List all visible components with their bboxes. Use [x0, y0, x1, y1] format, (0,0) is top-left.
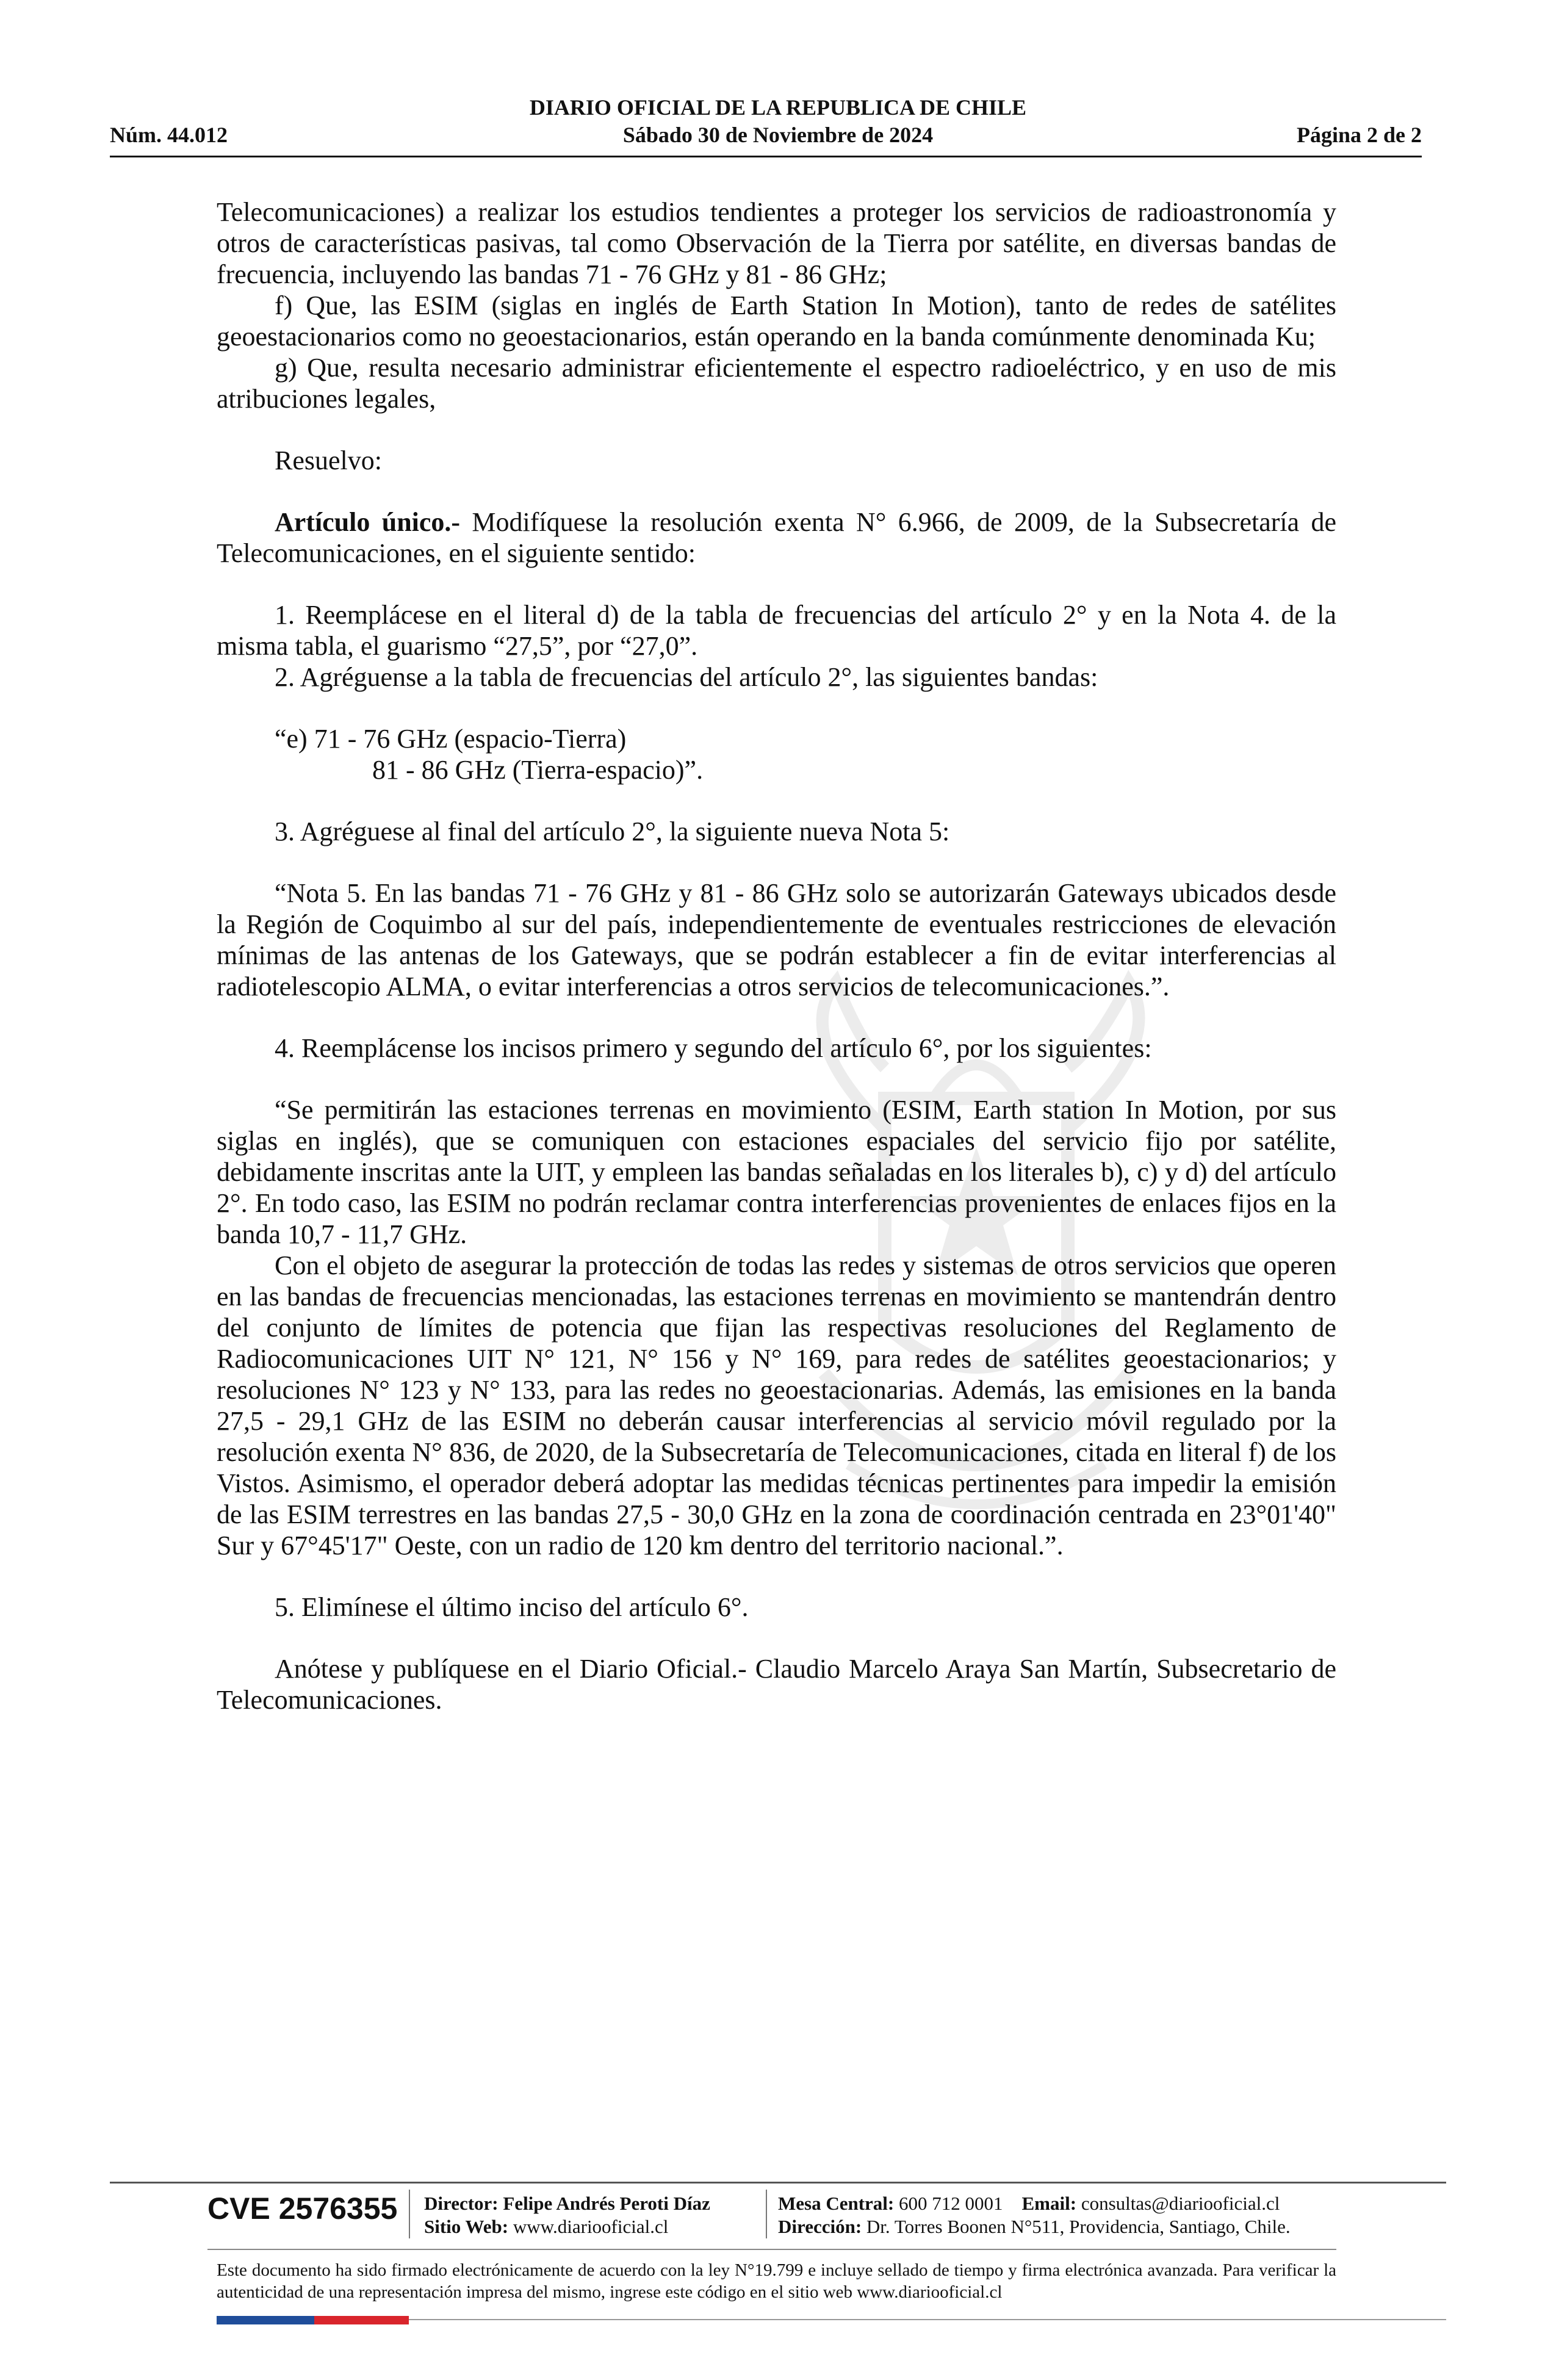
footer-separator: [766, 2190, 767, 2238]
nota-5: “Nota 5. En las bandas 71 - 76 GHz y 81 - 86 GHz solo se autorizarán Gateways ubicados desde la Región de Coquimbo al sur del país, independientemente de eventuales restricciones de elevación mínimas de las antenas de los Gateways, que se podrán establecer a fin de evitar interferencias al radiotelescopio ALMA, o evitar interferencias a otros servicios de telecomunicaciones.”.: [217, 878, 1336, 1001]
site-link[interactable]: www.diariooficial.cl: [513, 2216, 669, 2237]
footer-separator: [409, 2190, 410, 2238]
item-2: 2. Agréguense a la tabla de frecuencias del artículo 2°, las siguientes bandas:: [275, 662, 1098, 692]
address-text: Dr. Torres Boonen N°511, Providencia, Santiago, Chile.: [866, 2216, 1291, 2237]
closing-signature: Anótese y publíquese en el Diario Oficial.- Claudio Marcelo Araya San Martín, Subsecretario de Telecomunicaciones.: [217, 1654, 1336, 1715]
email-label: Email:: [1021, 2193, 1077, 2214]
issue-number: Núm. 44.012: [110, 123, 228, 147]
flag-bar-red: [314, 2316, 409, 2324]
footer-divider-top: [110, 2182, 1446, 2183]
issue-date: Sábado 30 de Noviembre de 2024: [622, 123, 934, 147]
footer-director-block: [424, 2192, 710, 2238]
director-name: Felipe Andrés Peroti Díaz: [503, 2193, 710, 2214]
band-line-2: 81 - 86 GHz (Tierra-espacio)”.: [372, 755, 704, 785]
header-divider: [110, 156, 1422, 157]
band-line-1: “e) 71 - 76 GHz (espacio-Tierra): [275, 724, 627, 754]
item-5: 5. Elimínese el último inciso del artículo 6°.: [275, 1592, 749, 1622]
address-label: Dirección:: [778, 2216, 862, 2237]
footer-divider-mid: [207, 2249, 1336, 2250]
article-paragraph: [217, 507, 1336, 569]
director-label: Director:: [424, 2193, 499, 2214]
resolve-heading: Resuelvo:: [275, 445, 382, 475]
footer-divider-bottom: [409, 2319, 1446, 2320]
journal-title: DIARIO OFICIAL DE LA REPUBLICA DE CHILE: [529, 95, 1027, 120]
item-3: 3. Agréguese al final del artículo 2°, la siguiente nueva Nota 5:: [275, 817, 950, 846]
paragraph-f: f) Que, las ESIM (siglas en inglés de Earth Station In Motion), tanto de redes de satélites geoestacionarios como no geoestacionarios, están operando en la banda comúnmente denominada Ku;: [217, 290, 1336, 352]
paragraph-g: g) Que, resulta necesario administrar eficientemente el espectro radioeléctrico, y en uso de mis atribuciones legales,: [217, 353, 1336, 414]
site-label: Sitio Web:: [424, 2216, 509, 2237]
item-4: 4. Reemplácense los incisos primero y segundo del artículo 6°, por los siguientes:: [275, 1033, 1152, 1063]
quote-paragraph-1: “Se permitirán las estaciones terrenas en movimiento (ESIM, Earth station In Motion, por sus siglas en inglés), que se comuniquen con estaciones espaciales del servicio fijo por satélite, debidamente inscritas ante la UIT, y empleen las bandas señaladas en los literales b), c) y d) del artículo 2°. En todo caso, las ESIM no podrán reclamar contra interferencias provenientes de enlaces fijos en la banda 10,7 - 11,7 GHz.: [217, 1095, 1336, 1249]
article-label: Artículo único.-: [275, 507, 461, 537]
cve-code: CVE 2576355: [207, 2191, 398, 2226]
phone-number: 600 712 0001: [899, 2193, 1003, 2214]
flag-bar-blue: [217, 2316, 314, 2324]
quote-paragraph-2: Con el objeto de asegurar la protección de todas las redes y sistemas de otros servicios que operen en las bandas de frecuencias mencionadas, las estaciones terrenas en movimiento se mantendrán dentro del conjunto de límites de potencia que fijan las respectivas resoluciones del Reglamento de Radiocomunicaciones UIT N° 121, N° 156 y N° 169, para redes de satélites geoestacionarios; y resoluciones N° 123 y N° 133, para las redes no geoestacionarias. Además, las emisiones en la banda 27,5 - 29,1 GHz de las ESIM no deberán causar interferencias al servicio móvil regulado por la resolución exenta N° 836, de 2020, de la Subsecretaría de Telecomunicaciones, citada en literal f) de los Vistos. Asimismo, el operador deberá adoptar las medidas técnicas pertinentes para impedir la emisión de las ESIM terrestres en las bandas 27,5 - 30,0 GHz en la zona de coordinación centrada en 23°01'40" Sur y 67°45'17" Oeste, con un radio de 120 km dentro del territorio nacional.”.: [217, 1250, 1336, 1560]
page-indicator: Página 2 de 2: [1296, 123, 1422, 147]
signature-notice: Este documento ha sido firmado electrónicamente de acuerdo con la ley N°19.799 e incluye sellado de tiempo y firma electrónica avanzada. Para verificar la autenticidad de una representación impresa del mismo, ingrese este código en el sitio web www.diariooficial.cl: [217, 2260, 1336, 2302]
article-text: Modifíquese la resolución exenta N° 6.966, de 2009, de la Subsecretaría de Telecomunicaciones, en el siguiente sentido:: [217, 507, 1336, 568]
email-link[interactable]: consultas@diariooficial.cl: [1081, 2193, 1280, 2214]
phone-label: Mesa Central:: [778, 2193, 895, 2214]
footer-contact-block: [778, 2192, 1291, 2238]
paragraph-intro: Telecomunicaciones) a realizar los estudios tendientes a proteger los servicios de radioastronomía y otros de características pasivas, tal como Observación de la Tierra por satélite, en diversas bandas de frecuencia, incluyendo las bandas 71 - 76 GHz y 81 - 86 GHz;: [217, 197, 1336, 289]
document-body: [217, 197, 1336, 1715]
item-1: 1. Reemplácese en el literal d) de la tabla de frecuencias del artículo 2° y en la Nota 4. de la misma tabla, el guarismo “27,5”, por “27,0”.: [217, 600, 1336, 661]
